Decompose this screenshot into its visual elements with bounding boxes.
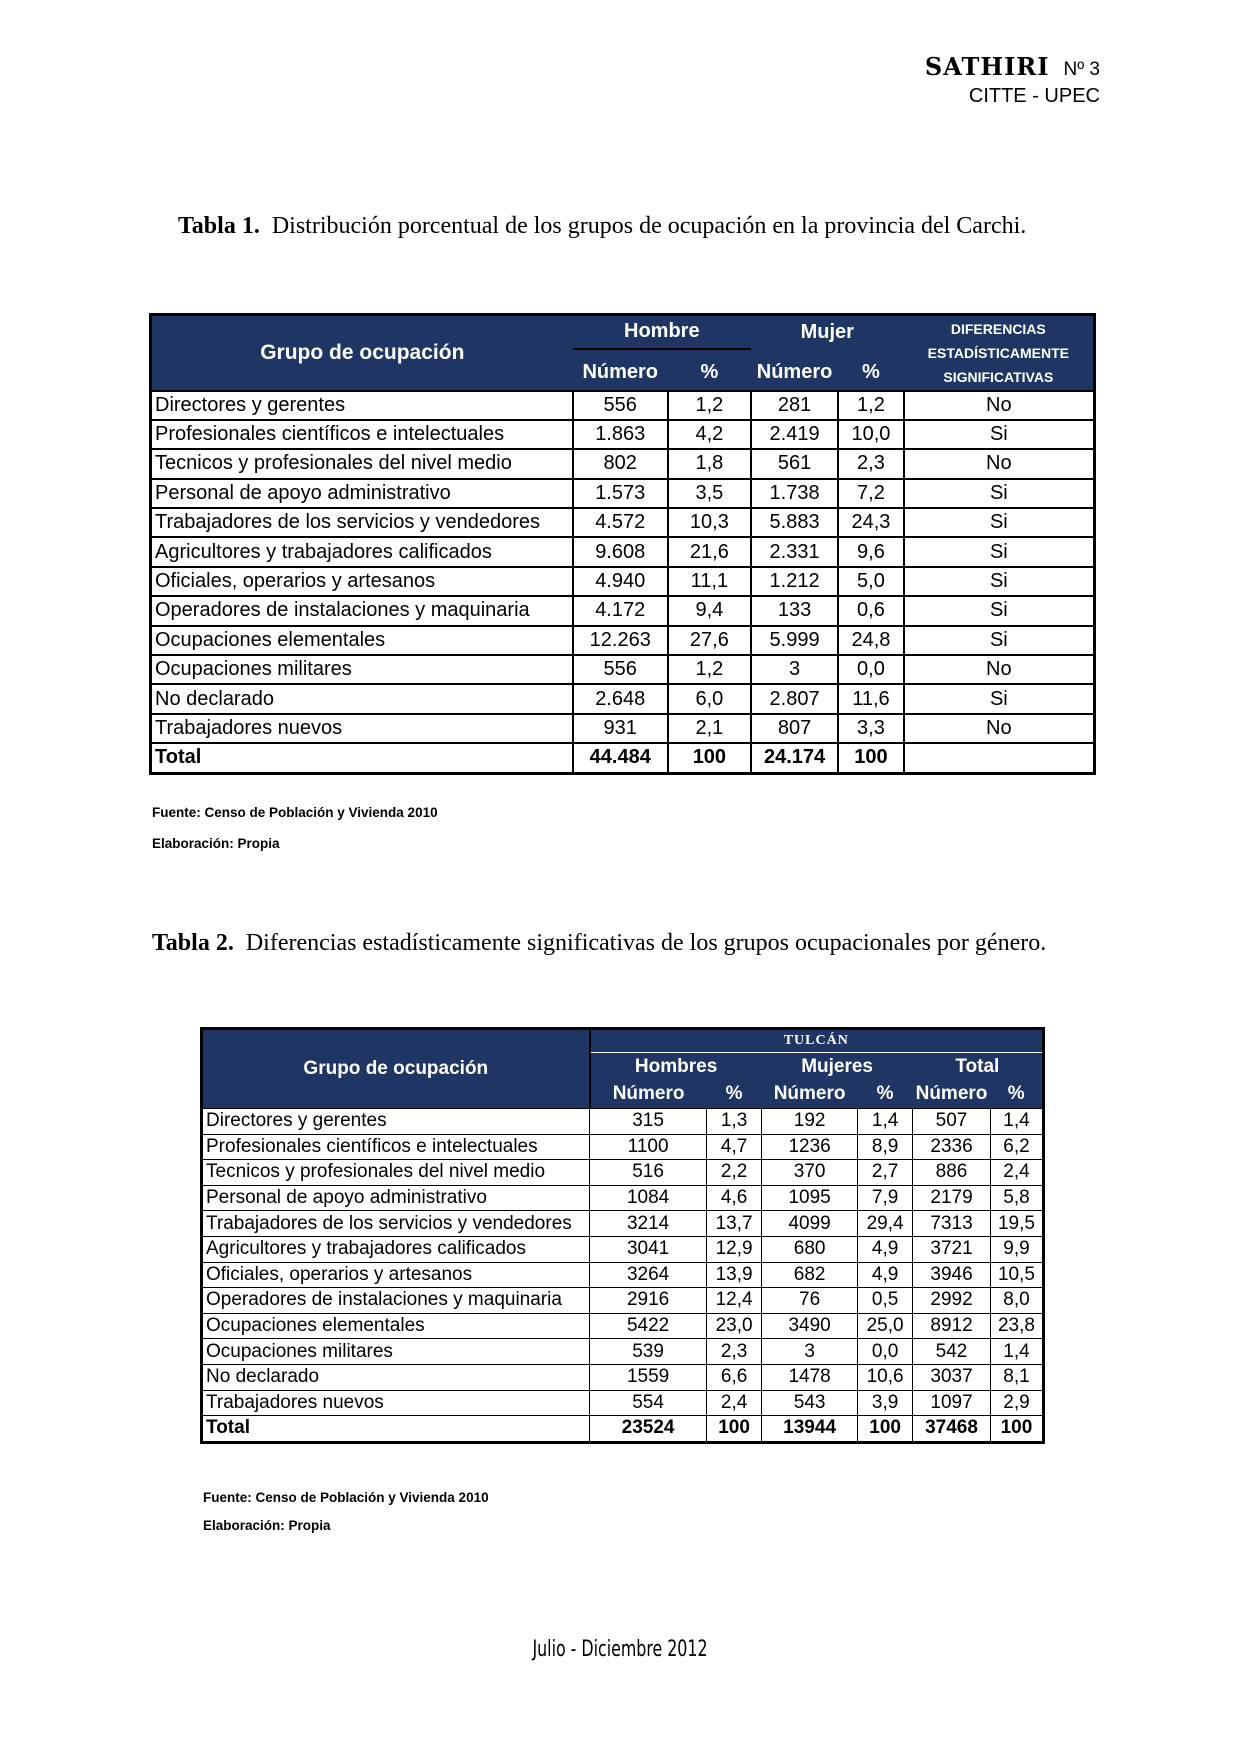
table-row [202,1390,1044,1416]
row-label: Oficiales, operarios y artesanos [151,567,573,596]
table-row [202,1288,1044,1314]
table-cell: 1,2 [668,655,751,684]
row-label: Tecnicos y profesionales del nivel medio [202,1160,590,1186]
table1-source: Fuente: Censo de Población y Vivienda 2010 [152,805,438,820]
table-row [151,714,1095,743]
table-cell: 2992 [913,1288,991,1314]
row-label: Agricultores y trabajadores calificados [202,1236,590,1262]
table-cell: 5.883 [751,508,838,537]
journal-name: SATHIRI [924,52,1050,81]
table-cell: 2.419 [751,420,838,449]
row-label: Trabajadores de los servicios y vendedores [151,508,573,537]
col-header-total: Total [955,1055,1000,1077]
table-cell: 4,9 [858,1262,913,1288]
table-cell: 12,9 [707,1236,762,1262]
table-cell: 24,3 [838,508,904,537]
table-cell: Si [904,537,1095,566]
table-cell: 12,4 [707,1288,762,1314]
row-label: Trabajadores nuevos [202,1390,590,1416]
col-header-hombre-pct: % [700,361,719,383]
table-cell: 370 [762,1160,858,1186]
table-cell: Si [904,508,1095,537]
row-label: Ocupaciones elementales [151,626,573,655]
table-cell: 8912 [913,1313,991,1339]
table-cell: 7313 [913,1211,991,1237]
table-cell: 4.940 [573,567,668,596]
table-cell: 3,3 [838,714,904,743]
table-cell: 5,8 [990,1185,1043,1211]
table-row [151,626,1095,655]
table-cell: 11,1 [668,567,751,596]
table-cell [904,743,1095,773]
table-cell: 2,3 [707,1339,762,1365]
table-cell: 23,8 [990,1313,1043,1339]
table-row [202,1134,1044,1160]
table-cell: No [904,714,1095,743]
row-label: Profesionales científicos e intelectuales [202,1134,590,1160]
table-cell: 10,6 [858,1364,913,1390]
table-total-row [202,1416,1044,1443]
table-cell: 680 [762,1236,858,1262]
col-header-mujer-numero: Número [756,360,833,383]
table-cell: 554 [590,1390,707,1416]
table-cell: 1559 [590,1364,707,1390]
col-header-mujeres-numero: Número [773,1083,846,1105]
table-cell: 1.573 [573,479,668,508]
table-cell: 1.738 [751,479,838,508]
row-label: Personal de apoyo administrativo [202,1185,590,1211]
col-header-hombres-numero: Número [590,1081,707,1109]
table-row [151,420,1095,449]
table-cell: 3946 [913,1262,991,1288]
table-cell: 3 [762,1339,858,1365]
table-cell: 556 [573,655,668,684]
col-header-group: Grupo de ocupación [260,340,465,364]
row-label: Tecnicos y profesionales del nivel medio [151,449,573,478]
table-cell: 2916 [590,1288,707,1314]
row-label: Total [202,1416,590,1443]
table2-caption-label: Tabla 2. [152,930,234,956]
table-row [202,1109,1044,1135]
issue-number: Nº 3 [1063,59,1100,80]
table-cell: 3041 [590,1236,707,1262]
table-cell: 9.608 [573,537,668,566]
table-row [151,508,1095,537]
col-header-mujer: Mujer [800,320,854,343]
row-label: Ocupaciones militares [202,1339,590,1365]
table-cell: 13,7 [707,1211,762,1237]
institution: CITTE - UPEC [968,85,1100,107]
row-label: Ocupaciones elementales [202,1313,590,1339]
table-cell: 25,0 [858,1313,913,1339]
table-cell: 76 [762,1288,858,1314]
table-cell: 682 [762,1262,858,1288]
table-cell: 8,0 [990,1288,1043,1314]
table-cell: 6,2 [990,1134,1043,1160]
table-row [151,449,1095,478]
table-row [151,391,1095,420]
table-cell: 802 [573,449,668,478]
table-cell: 4.172 [573,596,668,625]
table-cell: 8,9 [858,1134,913,1160]
table-cell: 3 [751,655,838,684]
table1-elaboration: Elaboración: Propia [152,836,280,851]
table-occupation-carchi [149,313,1096,775]
table-cell: 2,4 [707,1390,762,1416]
table2-caption [152,930,1046,957]
row-label: Agricultores y trabajadores calificados [151,537,573,566]
row-label: Directores y gerentes [151,391,573,420]
table-cell: 37468 [913,1416,991,1443]
col-header-group: Grupo de ocupación [303,1058,489,1079]
table-cell: 12.263 [573,626,668,655]
table-cell: 1097 [913,1390,991,1416]
page-footer: Julio - Diciembre 2012 [532,1637,708,1662]
table-cell: 5.999 [751,626,838,655]
table-cell: 100 [707,1416,762,1443]
table-row [151,567,1095,596]
table-cell: 192 [762,1109,858,1135]
table-cell: 1,4 [990,1339,1043,1365]
table-cell: 10,5 [990,1262,1043,1288]
col-header-total-pct: % [1007,1083,1025,1105]
table-cell: 2179 [913,1185,991,1211]
table-cell: 2,7 [858,1160,913,1186]
table-total-row [151,743,1095,773]
table-cell: No [904,655,1095,684]
table2-caption-text: Diferencias estadísticamente significativas de los grupos ocupacionales por género. [245,930,1047,956]
table-cell: 3,5 [668,479,751,508]
table-cell: 315 [590,1109,707,1135]
table-cell: Si [904,420,1095,449]
table-cell: 23,0 [707,1313,762,1339]
table-cell: Si [904,684,1095,713]
table-row [151,596,1095,625]
table-cell: 1,2 [668,391,751,420]
table-cell: 1100 [590,1134,707,1160]
table-cell: 100 [858,1416,913,1443]
table-cell: 2,9 [990,1390,1043,1416]
row-label: Personal de apoyo administrativo [151,479,573,508]
table-cell: 561 [751,449,838,478]
table-cell: 9,4 [668,596,751,625]
table-cell: 1095 [762,1185,858,1211]
table-cell: 2,1 [668,714,751,743]
table-cell: 3490 [762,1313,858,1339]
table-cell: 516 [590,1160,707,1186]
table-cell: 8,1 [990,1364,1043,1390]
table-cell: 100 [990,1416,1043,1443]
table-cell: 5422 [590,1313,707,1339]
row-label: Trabajadores de los servicios y vendedores [202,1211,590,1237]
row-label: Operadores de instalaciones y maquinaria [202,1288,590,1314]
table-cell: 7,2 [838,479,904,508]
table-cell: 44.484 [573,743,668,773]
col-header-hombres-pct: % [725,1083,743,1105]
table-cell: 0,6 [838,596,904,625]
col-header-region: TULCÁN [590,1029,1044,1053]
table-row [202,1262,1044,1288]
table-cell: Si [904,479,1095,508]
table-cell: 1478 [762,1364,858,1390]
row-label: No declarado [151,684,573,713]
col-header-hombre: Hombre [573,315,751,349]
table-cell: 100 [838,743,904,773]
table-row [151,684,1095,713]
row-label: Directores y gerentes [202,1109,590,1135]
table-cell: 1,3 [707,1109,762,1135]
table-cell: 3721 [913,1236,991,1262]
col-header-hombre-numero: Número [582,361,659,383]
table-cell: 19,5 [990,1211,1043,1237]
col-header-mujer-pct: % [862,360,880,383]
table-cell: 542 [913,1339,991,1365]
table-row [202,1236,1044,1262]
table-cell: 1,8 [668,449,751,478]
table-cell: 543 [762,1390,858,1416]
row-label: No declarado [202,1364,590,1390]
table2-source: Fuente: Censo de Población y Vivienda 2010 [203,1490,489,1505]
table-row [202,1339,1044,1365]
table-cell: 27,6 [668,626,751,655]
table-cell: 3037 [913,1364,991,1390]
table-cell: 100 [668,743,751,773]
table-row [151,479,1095,508]
table-cell: 1,4 [990,1109,1043,1135]
table-cell: 4,9 [858,1236,913,1262]
table-cell: 29,4 [858,1211,913,1237]
table-cell: 2.331 [751,537,838,566]
table-row [202,1364,1044,1390]
table-cell: 4.572 [573,508,668,537]
table-cell: 21,6 [668,537,751,566]
table-row [151,537,1095,566]
table-cell: 1.212 [751,567,838,596]
table-row [202,1211,1044,1237]
table1-caption-text: Distribución porcentual de los grupos de ocupación en la provincia del Carchi. [271,213,1027,239]
table-cell: 10,3 [668,508,751,537]
row-label: Trabajadores nuevos [151,714,573,743]
col-header-diferencias: DIFERENCIAS ESTADÍSTICAMENTE SIGNIFICATIVAS [927,320,1069,385]
row-label: Ocupaciones militares [151,655,573,684]
table-cell: 24.174 [751,743,838,773]
table-cell: 24,8 [838,626,904,655]
table-row [202,1185,1044,1211]
table-cell: 2,3 [838,449,904,478]
table-row [202,1313,1044,1339]
table-cell: 13944 [762,1416,858,1443]
table-cell: 11,6 [838,684,904,713]
table2-elaboration: Elaboración: Propia [203,1518,331,1533]
table-cell: 2,2 [707,1160,762,1186]
table-cell: 0,5 [858,1288,913,1314]
table-cell: 10,0 [838,420,904,449]
table-row [151,655,1095,684]
table-cell: 5,0 [838,567,904,596]
table-cell: 4,2 [668,420,751,449]
col-header-mujeres-pct: % [876,1083,894,1105]
table-cell: 1,4 [858,1109,913,1135]
table-cell: 807 [751,714,838,743]
table-cell: 23524 [590,1416,707,1443]
table-occupation-tulcan [200,1027,1045,1444]
table-cell: 0,0 [858,1339,913,1365]
table-cell: 3264 [590,1262,707,1288]
table-cell: 2.648 [573,684,668,713]
table-cell: 4,7 [707,1134,762,1160]
table-cell: 6,6 [707,1364,762,1390]
table-cell: 133 [751,596,838,625]
table-cell: No [904,449,1095,478]
table-cell: 9,6 [838,537,904,566]
table-cell: 2336 [913,1134,991,1160]
table1-caption-label: Tabla 1. [178,213,260,239]
table-cell: 1,2 [838,391,904,420]
table-cell: 886 [913,1160,991,1186]
col-header-hombres: Hombres [590,1053,762,1081]
row-label: Total [151,743,573,773]
table-cell: No [904,391,1095,420]
table-row [202,1160,1044,1186]
table-cell: 3214 [590,1211,707,1237]
table-cell: 1084 [590,1185,707,1211]
table-cell: 2,4 [990,1160,1043,1186]
table-cell: 9,9 [990,1236,1043,1262]
table-cell: 0,0 [838,655,904,684]
table-cell: 6,0 [668,684,751,713]
table-cell: 13,9 [707,1262,762,1288]
table-cell: 1.863 [573,420,668,449]
journal-header [925,54,1100,109]
col-header-total-numero: Número [915,1083,988,1105]
table1-caption [178,213,1026,240]
table-cell: 3,9 [858,1390,913,1416]
table-cell: Si [904,567,1095,596]
table-cell: 931 [573,714,668,743]
table-cell: 2.807 [751,684,838,713]
table-cell: Si [904,626,1095,655]
table-cell: 4099 [762,1211,858,1237]
row-label: Oficiales, operarios y artesanos [202,1262,590,1288]
col-header-mujeres: Mujeres [801,1055,873,1077]
table-cell: 7,9 [858,1185,913,1211]
row-label: Profesionales científicos e intelectuales [151,420,573,449]
table-cell: 507 [913,1109,991,1135]
row-label: Operadores de instalaciones y maquinaria [151,596,573,625]
table-cell: 281 [751,391,838,420]
table-cell: 539 [590,1339,707,1365]
table-cell: 1236 [762,1134,858,1160]
table-cell: 4,6 [707,1185,762,1211]
table-cell: 556 [573,391,668,420]
table-cell: Si [904,596,1095,625]
